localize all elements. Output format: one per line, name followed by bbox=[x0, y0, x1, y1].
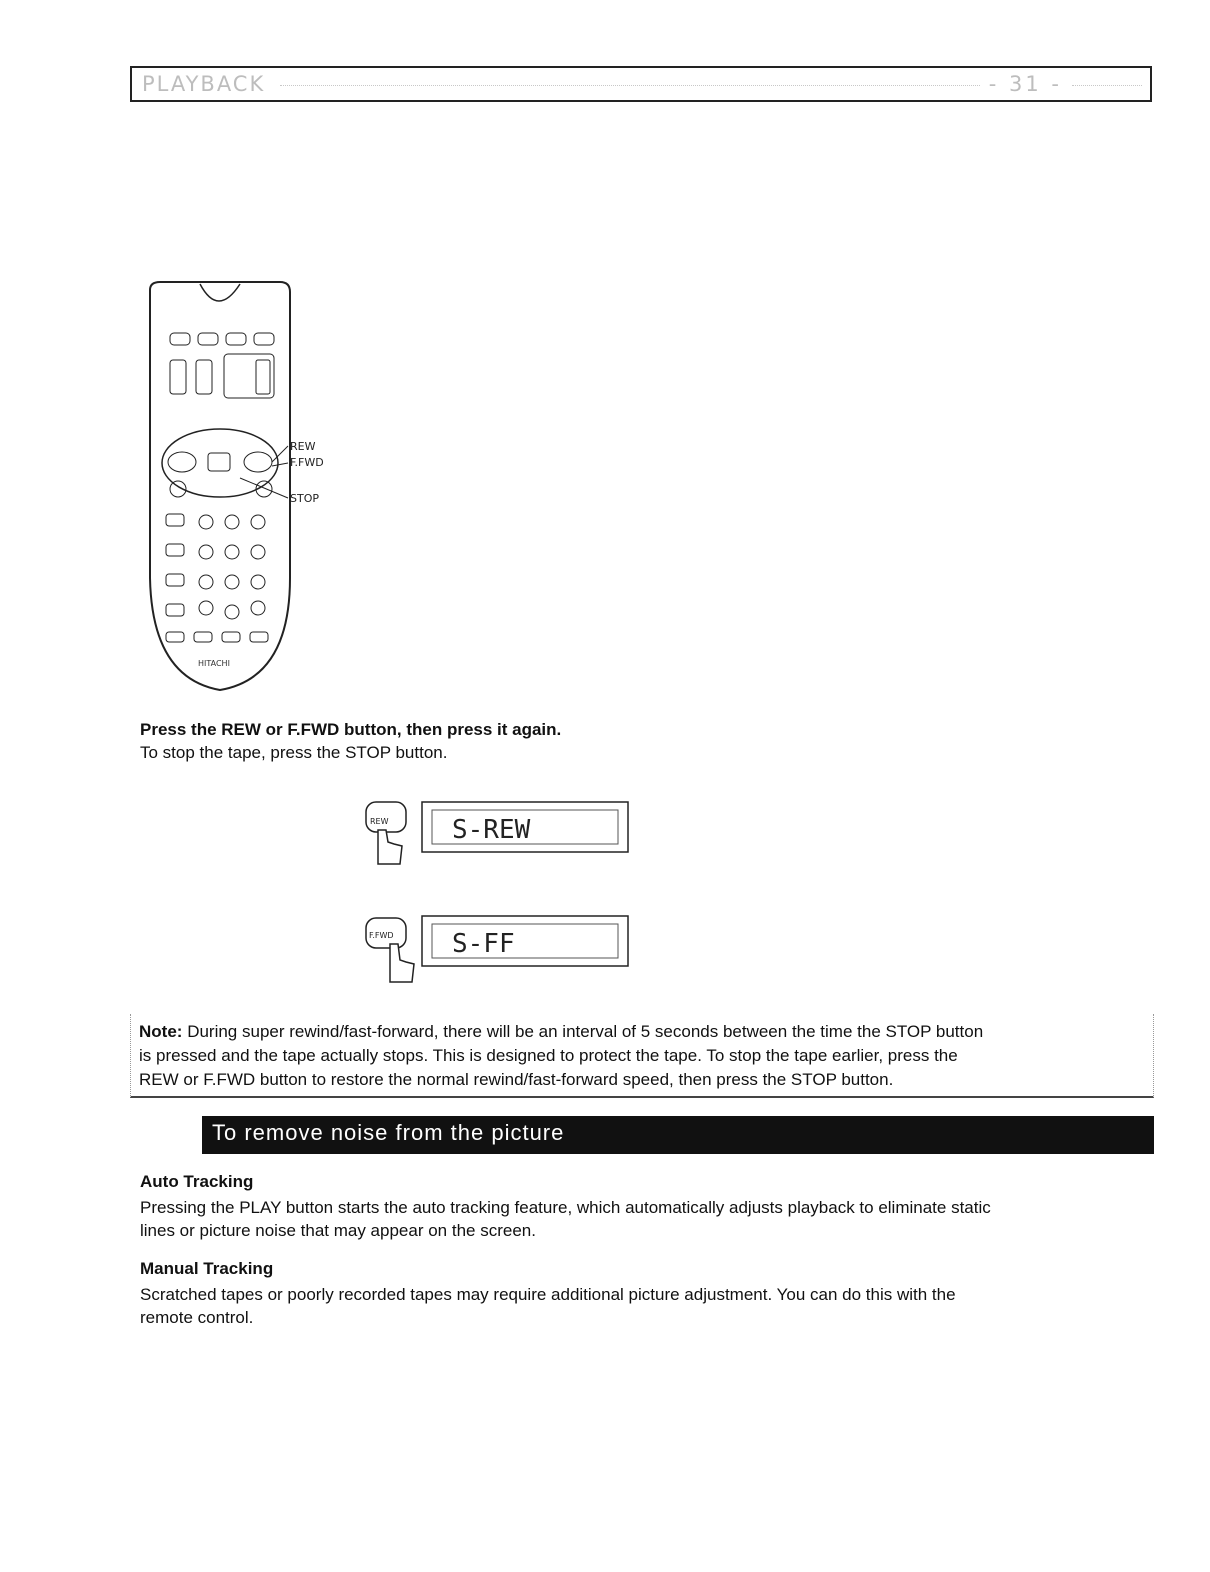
display-readout-rew: S-REW bbox=[452, 815, 531, 845]
hand-press-icon bbox=[390, 944, 414, 982]
display-readout-ffwd: S-FF bbox=[452, 929, 515, 959]
note-line-3: REW or F.FWD button to restore the normal rewind/fast-forward speed, then press the STOP button. bbox=[139, 1070, 894, 1089]
manual-tracking-heading: Manual Tracking bbox=[140, 1259, 274, 1278]
auto-tracking-heading: Auto Tracking bbox=[140, 1172, 254, 1191]
note-line-2: is pressed and the tape actually stops. This is designed to protect the tape. To stop the tape earlier, press the bbox=[139, 1046, 958, 1065]
callout-rew: REW bbox=[290, 440, 316, 453]
auto-tracking-text bbox=[140, 1196, 1140, 1242]
display-button-rew: REW bbox=[370, 817, 389, 826]
callout-ffwd: F.FWD bbox=[290, 456, 324, 469]
instruction-text: To stop the tape, press the STOP button. bbox=[140, 743, 448, 762]
note-text-1: During super rewind/fast-forward, there will be an interval of 5 seconds between the time the STOP button bbox=[187, 1022, 984, 1041]
manual-tracking-line-1: Scratched tapes or poorly recorded tapes may require additional picture adjustment. You can do this with the bbox=[140, 1285, 956, 1304]
section-header: To remove noise from the picture bbox=[202, 1116, 1154, 1154]
auto-tracking-line-2: lines or picture noise that may appear on the screen. bbox=[140, 1221, 536, 1240]
header-dotted-rule bbox=[280, 85, 980, 86]
auto-tracking-line-1: Pressing the PLAY button starts the auto tracking feature, which automatically adjusts playback to eliminate static bbox=[140, 1198, 991, 1217]
display-button-ffwd: F.FWD bbox=[369, 931, 394, 940]
manual-tracking-text bbox=[140, 1283, 1140, 1329]
page-title: PLAYBACK bbox=[142, 72, 266, 96]
vcr-display-figure bbox=[360, 784, 660, 989]
ffwd-button-icon bbox=[366, 918, 406, 948]
note-line-1 bbox=[139, 1020, 1143, 1044]
remote-brand: HITACHI bbox=[198, 659, 230, 668]
manual-tracking-line-2: remote control. bbox=[140, 1308, 254, 1327]
header-dotted-rule-right bbox=[1072, 85, 1142, 86]
hand-press-icon bbox=[378, 830, 402, 864]
instruction-heading: Press the REW or F.FWD button, then press it again. bbox=[140, 720, 562, 739]
remote-control-icon bbox=[150, 282, 324, 690]
note-box bbox=[130, 1014, 1154, 1098]
callout-stop: STOP bbox=[290, 492, 319, 505]
note-label: Note: bbox=[139, 1022, 183, 1041]
page-header bbox=[130, 66, 1152, 102]
rew-button-icon bbox=[366, 802, 406, 832]
remote-control-figure bbox=[140, 278, 370, 698]
page-number: - 31 - bbox=[988, 72, 1062, 96]
